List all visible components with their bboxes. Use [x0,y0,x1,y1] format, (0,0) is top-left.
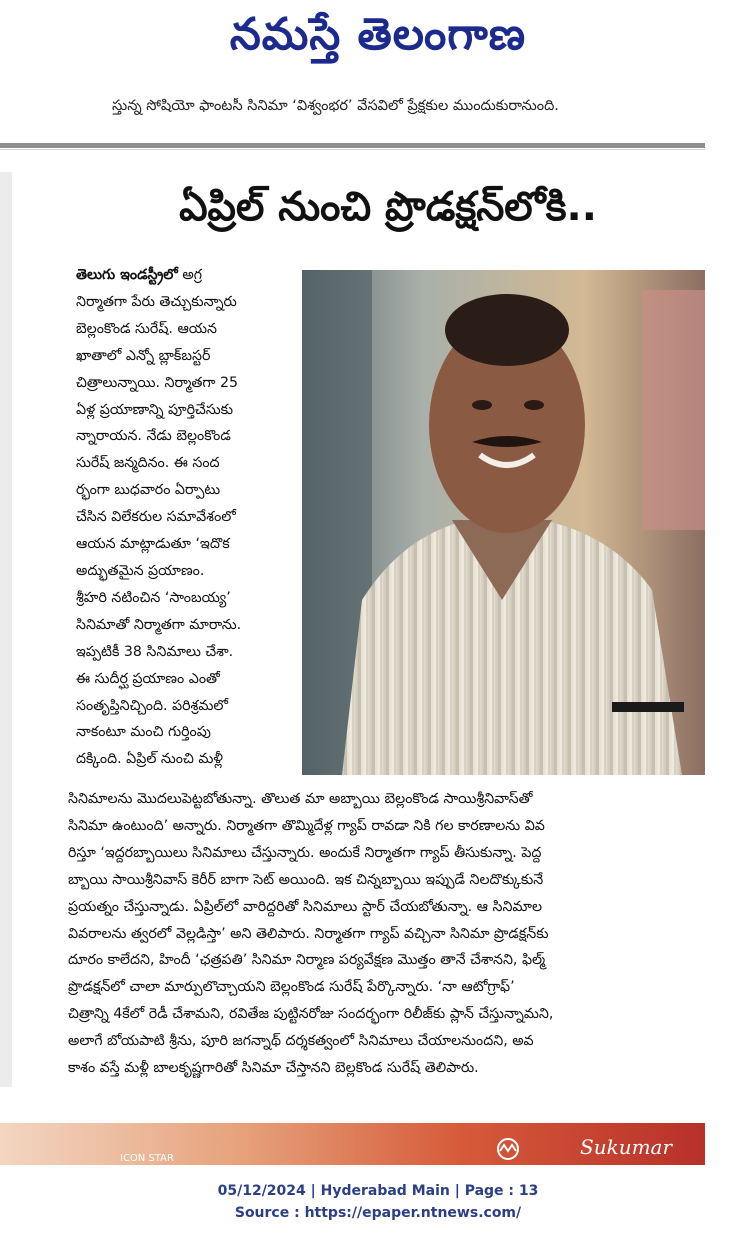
footer-date-edition: 05/12/2024 | Hyderabad Main | Page : 13 [217,1183,539,1199]
column-line: శ్రీహరి నటించిన ‘సాంబయ్య’ [76,589,231,606]
column-line: ఖాతాలో ఎన్నో బ్లాక్‌బస్టర్ [76,347,211,364]
body-line: చిత్రాన్ని 4కేలో రెడీ చేశామని, రవితేజ పుట్టినరోజు సందర్భంగా రిలీజ్‌కు ప్లాన్ చేస్తున్నామని, [68,1006,554,1023]
previous-story-tail: స్తున్న సోషియో ఫాంటసీ సినిమా ‘విశ్వంభర’ వేసవిలో ప్రేక్షకుల ముందుకురానుంది. [112,98,559,114]
body-line: దూరం కాలేదని, హిందీ ‘ఛత్రపతి’ సినిమా నిర్మాణ పర్యవేక్షణ మొత్తం తానే చేశానని, ఫిల్మ్ [68,952,546,969]
section-divider-thin [0,149,705,150]
portrait-illustration [302,270,705,775]
lead-word: తెలుగు ఇండస్ట్రీలో [76,267,178,283]
body-line: ప్రయత్నం చేస్తున్నాడు. ఏప్రిల్‌లో వారిద్దరితో సినిమాలు స్టార్ చేయబోతున్నా. ఆ సినిమాల [68,898,543,915]
column-line: చేసిన విలేకరుల సమావేశంలో [76,509,236,526]
column-line: సురేష్ జన్మదినం. ఈ సంద [76,455,220,472]
column-line: న్నారాయన. నేడు బెల్లంకొండ [76,428,231,445]
body-line: సినిమా ఉంటుంది’ అన్నారు. నిర్మాతగా తొమ్మిదేళ్ల గ్యాప్ రావడా నికి గల కారణాలను వివ [68,817,545,834]
column-line: దక్కింది. ఏప్రిల్ నుంచి మళ్లీ [76,751,223,768]
column-line: బెల్లంకొండ సురేష్. ఆయన [76,320,217,337]
column-line: నిర్మాతగా పేరు తెచ్చుకున్నారు [76,293,237,310]
body-line: బ్బాయి సాయిశ్రీనివాస్ కెరీర్ బాగా సెట్ అయింది. ఇక చిన్నబ్బాయి ఇప్పుడే నిలదొక్కుకునే [68,871,544,888]
column-line [76,262,298,289]
masthead [0,0,756,80]
masthead-title: నమస్తే తెలంగాణ [229,9,527,60]
body-line: కాశం వస్తే మళ్లీ బాలకృష్ణగారితో సినిమా చేస్తానని బెల్లకొండ సురేష్ తెలిపారు. [68,1060,479,1077]
footer-source-link[interactable]: Source : https://epaper.ntnews.com/ [234,1205,522,1221]
column-line-text: అగ్ర [182,267,203,283]
column-line: ఆయన మాట్లాడుతూ ‘ఇదొక [76,536,230,553]
column-line: ఈ సుదీర్ఘ ప్రయాణం ఎంతో [76,670,220,687]
column-line: ఇప్పటికీ 38 సినిమాలు చేశా. [76,643,234,660]
column-line: ర్భంగా బుధవారం ఏర్పాటు [76,482,221,499]
column-line: నాకంటూ మంచి గుర్తింపు [76,724,211,741]
column-line: సినిమాతో నిర్మాతగా మారాను. [76,616,242,633]
body-line: రిస్తూ ‘ఇద్దరబ్బాయిలు సినిమాలు చేస్తున్నారు. అందుకే నిర్మాతగా గ్యాప్ తీసుకున్నా. పెద్ద [68,844,542,861]
column-line: అద్భుతమైన ప్రయాణం. [76,562,205,579]
producer-photo [302,270,705,775]
body-line: ప్రొడక్షన్‌లో చాలా మార్పులొచ్చాయని బెల్లంకొండ సురేష్ పేర్కొన్నారు. ‘నా ఆటోగ్రాఫ్’ [68,979,515,996]
adjacent-column-edge [0,172,12,1087]
section-divider [0,143,705,148]
ad-right-text: Sukumar [580,1135,673,1159]
article-headline: ఏప్రిల్ నుంచి ప్రొడక్షన్‌లోకి.. [179,184,597,230]
footer [0,1180,756,1224]
column-line: చిత్రాలున్నాయి. నిర్మాతగా 25 [76,374,239,391]
body-line: వివరాలను త్వరలో వెల్లడిస్తా’ అని తెలిపారు. నిర్మాతగా గ్యాప్ వచ్చినా సినిమా ప్రొడక్షన్‌కు [68,925,549,942]
body-line: సినిమాలను మొదలుపెట్టబోతున్నా. తొలుత మా అబ్బాయి బెల్లంకొండ సాయిశ్రీనివాస్‌తో [68,791,533,807]
advertisement-strip [0,1123,705,1165]
article-body-full-width [68,786,708,1082]
ad-logo-icon [488,1137,528,1161]
ad-left-text: ICON STAR [120,1153,174,1164]
column-line: ఏళ్ల ప్రయాణాన్ని పూర్తిచేసుకు [76,401,233,418]
article-column-text [76,262,298,773]
column-line: సంతృప్తినిచ్చింది. పరిశ్రమలో [76,697,228,714]
body-line: అలాగే బోయపాటి శ్రీను, పూరి జగన్నాథ్ దర్శకత్వంలో సినిమాలు చేయాలనుందని, అవ [68,1033,534,1050]
